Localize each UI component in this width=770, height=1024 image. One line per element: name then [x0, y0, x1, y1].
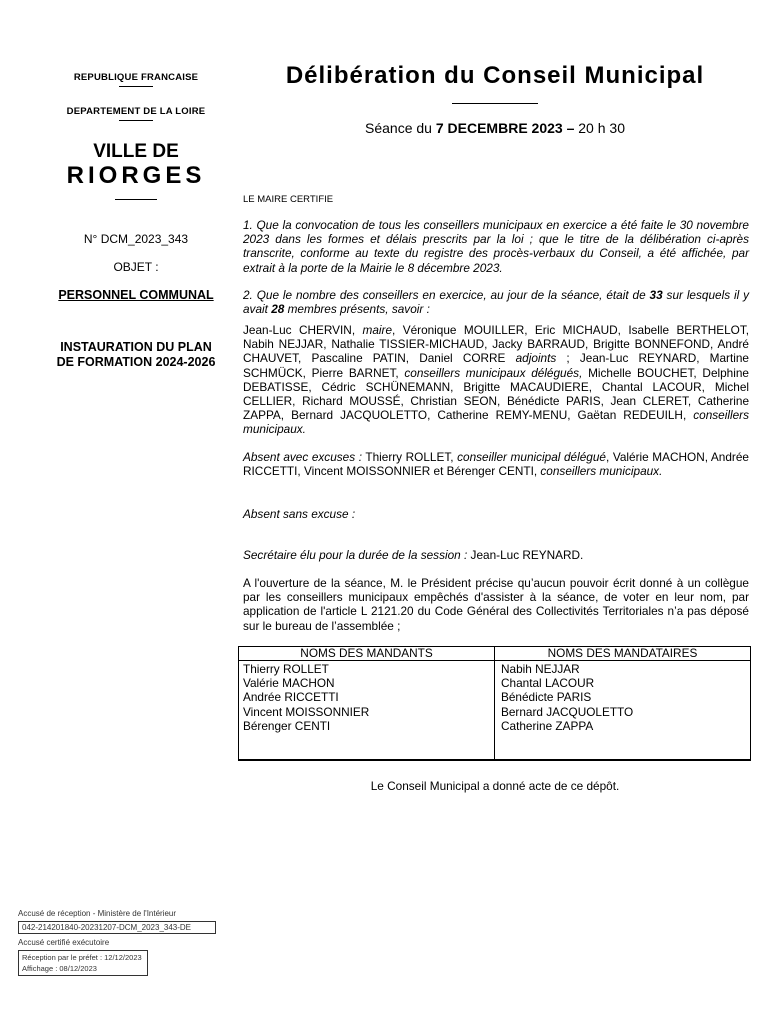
present-2: , Véronique MOUILLER, Eric MICHAUD, Isabelle BERTHELOT, Nabih NEJJAR, Nathalie TISSIER-MICHAUD, Jacky BARRAUD, Brigitte BONNEFOND, André CHAUVET, Pascaline PATIN, Daniel CORRE	[243, 323, 749, 366]
list-item: Vincent MOISSONNIER	[243, 704, 370, 719]
accuse-reception: Accusé de réception - Ministère de l'Intérieur	[18, 909, 177, 918]
list-item: Nabih NEJJAR	[501, 662, 580, 676]
title-divider	[452, 103, 538, 104]
acte-reference: 042-214201840-20231207-DCM_2023_343-DE	[18, 921, 216, 934]
objet-title-line1: INSTAURATION DU PLAN	[60, 340, 212, 354]
list-item: Bernard JACQUOLETTO	[501, 704, 634, 719]
departement-label	[40, 106, 232, 121]
present-1: Jean-Luc CHERVIN,	[243, 323, 363, 337]
mandants-header: NOMS DES MANDANTS	[239, 647, 495, 661]
mandataires-header: NOMS DES MANDATAIRES	[495, 647, 751, 661]
absent-excuses	[243, 450, 749, 478]
conclusion: Le Conseil Municipal a donné acte de ce dépôt.	[370, 779, 620, 793]
seance-line	[240, 120, 750, 136]
deliberation-number: N° DCM_2023_343	[83, 232, 189, 246]
list-item: Bénédicte PARIS	[501, 690, 592, 705]
divider	[119, 120, 153, 121]
departement-text: DEPARTEMENT DE LA LOIRE	[66, 106, 206, 117]
list-item: Catherine ZAPPA	[501, 718, 594, 733]
objet-label: OBJET :	[113, 260, 159, 274]
mandants-cell	[239, 661, 495, 761]
secretaire	[243, 548, 749, 562]
republique-label	[40, 72, 232, 87]
reception-prefet: Réception par le préfet : 12/12/2023	[22, 953, 142, 962]
absent-2: , Valérie MACHON, Andrée RICCETTI, Vincent MOISSONNIER et Bérenger CENTI,	[243, 450, 749, 479]
accuse-certifie: Accusé certifié exécutoire	[18, 938, 110, 947]
list-item: Chantal LACOUR	[501, 676, 595, 691]
list-item: Thierry ROLLET	[243, 662, 329, 676]
table-body-row	[239, 661, 751, 761]
paragraph-2	[243, 288, 749, 316]
maire-certifie: LE MAIRE CERTIFIE	[243, 194, 334, 205]
divider	[119, 86, 153, 87]
list-item: Bérenger CENTI	[243, 718, 331, 733]
table-header-row	[239, 647, 751, 661]
p2-count-total: 33	[649, 288, 663, 302]
p2-a: 2. Que le nombre des conseillers en exercice, au jour de la séance, était de	[243, 288, 650, 302]
page-title: Délibération du Conseil Municipal	[285, 62, 705, 89]
list-item: Andrée RICCETTI	[243, 690, 339, 705]
absent-label: Absent avec excuses :	[243, 450, 362, 464]
absent-conseillers: conseillers municipaux.	[540, 464, 663, 479]
mandataires-cell	[495, 661, 751, 761]
list-item: Valérie MACHON	[243, 676, 335, 691]
p2-b: sur lesquels il y avait	[243, 288, 750, 317]
present-adjoints: adjoints	[515, 351, 557, 366]
p2-count-present: 28	[271, 302, 285, 317]
affichage-date: Affichage : 08/12/2023	[22, 964, 97, 973]
seance-prefix: Séance du	[365, 120, 436, 136]
objet-title	[40, 340, 232, 370]
seance-date: 7 DECEMBRE 2023 –	[435, 120, 575, 136]
absent-sans-excuse: Absent sans excuse :	[243, 507, 356, 521]
procuration-table	[238, 646, 751, 761]
seance-time: 20 h 30	[574, 120, 625, 136]
secretaire-name: Jean-Luc REYNARD.	[467, 548, 584, 562]
present-maire: maire	[362, 323, 393, 337]
present-4: Michelle BOUCHET, Delphine DEBATISSE, Cédric SCHÜNEMANN, Brigitte MACAUDIERE, Chantal LACOUR, Michel CELLIER, Richard MOUSSÉ, Christian SEON, Bénédicte PARIS, Jean CLERET, Catherine ZAPPA, Bernard JACQUOLETTO, Catherine REMY-MENU, Gaëtan REDEUILH,	[243, 365, 749, 423]
secretaire-label: Secrétaire élu pour la durée de la session :	[243, 548, 468, 562]
present-conseillers: conseillers municipaux.	[243, 408, 749, 437]
riorges-divider	[40, 196, 232, 200]
absent-1: Thierry ROLLET,	[361, 450, 458, 464]
divider	[115, 199, 157, 200]
riorges-title: RIORGES	[66, 162, 206, 189]
republique-text: REPUBLIQUE FRANCAISE	[73, 72, 199, 83]
p2-c: membres présents, savoir :	[284, 302, 430, 317]
present-delegues: conseillers municipaux délégués,	[404, 365, 583, 380]
personnel-communal: PERSONNEL COMMUNAL	[58, 288, 214, 302]
absent-delegue: conseiller municipal délégué	[457, 450, 606, 464]
ouverture-paragraph: A l'ouverture de la séance, M. le Président précise qu’aucun pouvoir écrit donné à un collègue par les conseillers municipaux empêchés d'assister à la séance, de voter en leur nom, par application de l'article L 2121.20 du Code Général des Collectivités Territoriales n’a pas déposé sur le bureau de l’assemblée ;	[243, 576, 749, 633]
objet-title-line2: DE FORMATION 2024-2026	[56, 355, 216, 369]
reception-box	[18, 950, 148, 976]
ville-de: VILLE DE	[93, 141, 179, 162]
present-members	[243, 323, 749, 437]
present-3: ; Jean-Luc REYNARD, Martine SCHMÜCK, Pierre BARNET,	[243, 351, 749, 380]
paragraph-1: 1. Que la convocation de tous les conseillers municipaux en exercice a été faite le 30 novembre 2023 dans les formes et délais prescrits par la loi ; que le titre de la délibération ci-après transcrite, conforme au texte du registre des procès-verbaux du Conseil, a été affichée, par extrait à la porte de la Mairie le 8 décembre 2023.	[243, 218, 749, 275]
